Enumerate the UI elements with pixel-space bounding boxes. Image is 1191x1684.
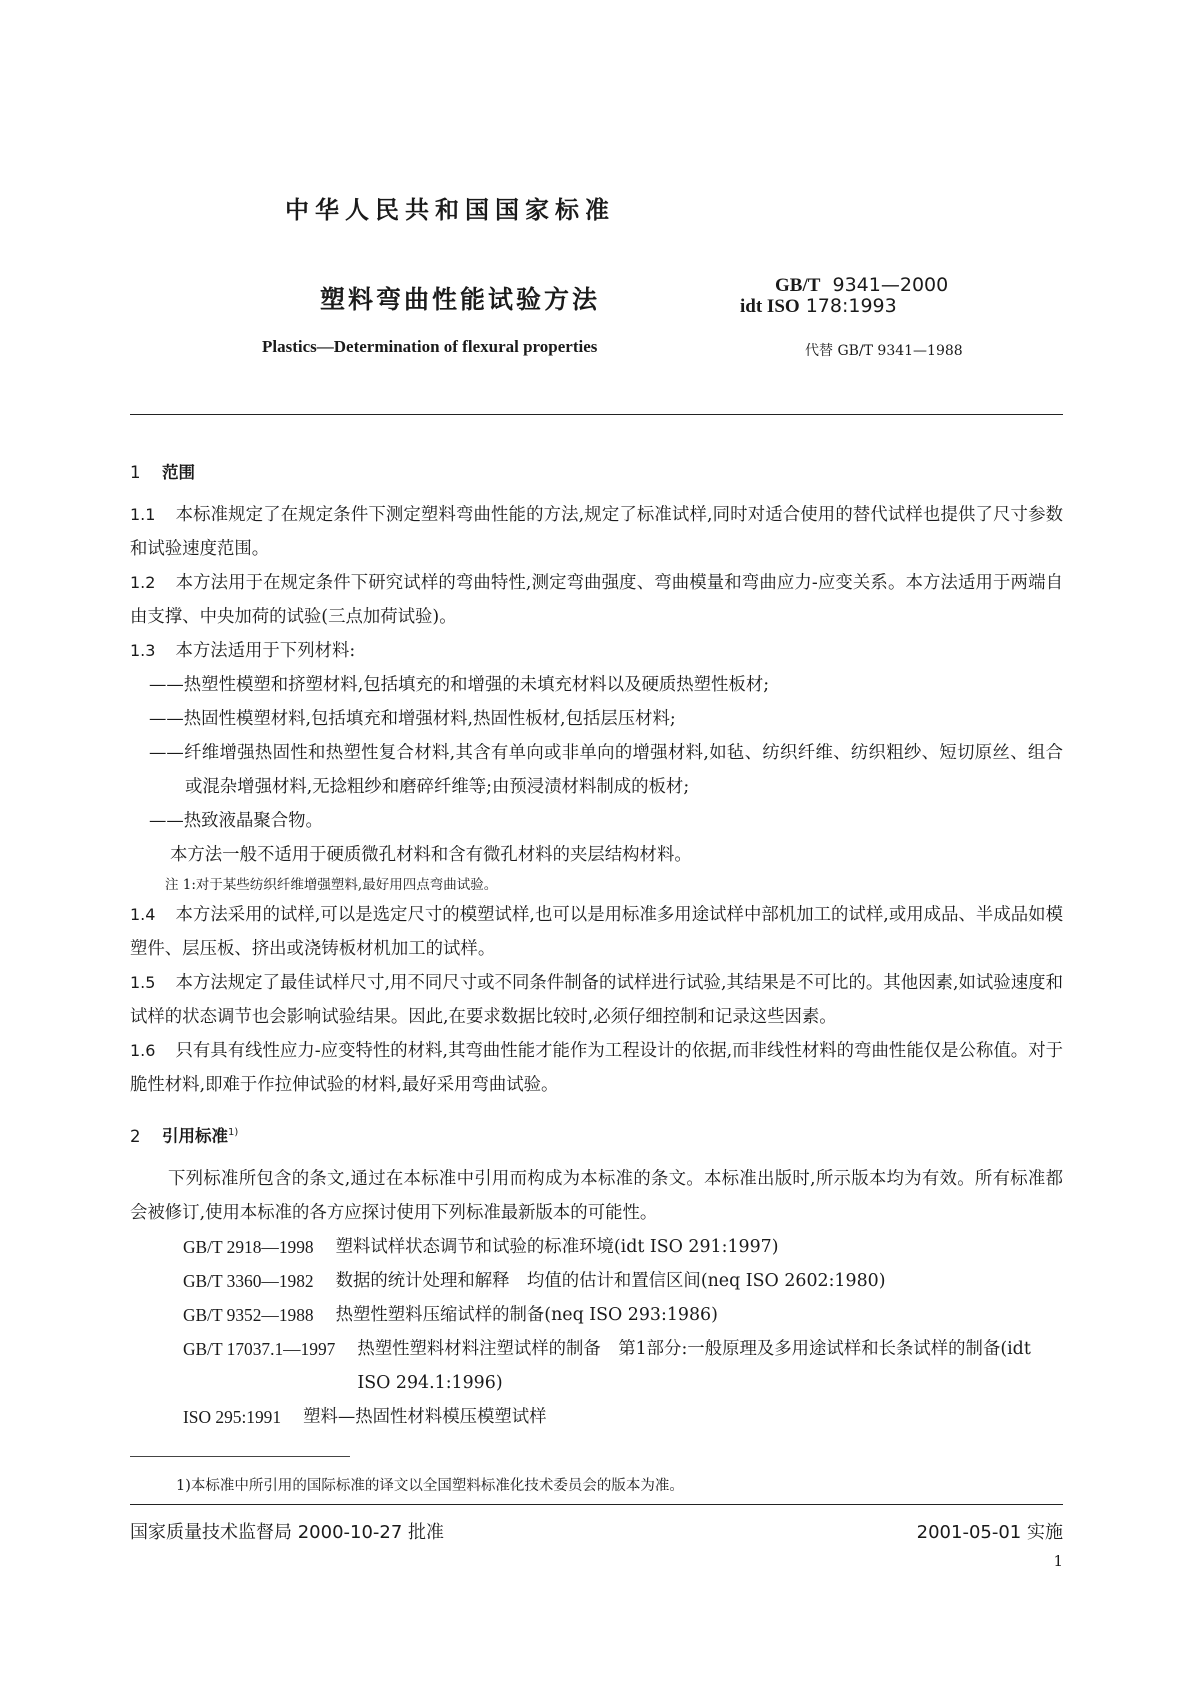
section-title: 范围 [162, 463, 195, 482]
clause-text: 本方法适用于下列材料: [175, 641, 356, 661]
clause-number: 1.5 [130, 973, 156, 992]
reference-code: ISO 295:1991 [183, 1406, 282, 1427]
clause-number: 1.4 [130, 905, 156, 924]
footnote-divider [130, 1456, 350, 1457]
reference-row [130, 1264, 1063, 1298]
idt-prefix: idt ISO [740, 296, 800, 317]
standard-title-english: Plastics—Determination of flexural properties [262, 337, 598, 356]
reference-row [130, 1298, 1063, 1332]
section-1-heading [130, 456, 1063, 490]
clause-text: 本方法规定了最佳试样尺寸,用不同尺寸或不同条件制备的试样进行试验,其结果是不可比的。其他因素,如试验速度和试样的状态调节也会影响试验结果。因此,在要求数据比较时,必须仔细控制和记录这些因素。 [130, 973, 1063, 1027]
reference-code: GB/T 2918—1998 [183, 1236, 314, 1257]
std-number: 9341—2000 [832, 274, 949, 296]
clause-1-3 [130, 634, 1063, 668]
section-number: 1 [130, 463, 141, 482]
reference-code: GB/T 17037.1—1997 [183, 1338, 336, 1359]
footnote-marker: 1) [228, 1127, 239, 1138]
list-item: ——热致液晶聚合物。 [149, 811, 323, 831]
exclusion-text: 本方法一般不适用于硬质微孔材料和含有微孔材料的夹层结构材料。 [170, 845, 692, 865]
clause-text: 本标准规定了在规定条件下测定塑料弯曲性能的方法,规定了标准试样,同时对适合使用的替代试样也提供了尺寸参数和试验速度范围。 [130, 505, 1063, 559]
section-number: 2 [130, 1126, 141, 1146]
reference-row [130, 1230, 1063, 1264]
header-divider [130, 414, 1063, 415]
clause-number: 1.1 [130, 505, 156, 524]
effective-date: 2001-05-01 实施 [916, 1522, 1063, 1543]
clause-1-1 [130, 498, 1063, 566]
clause-1-6 [130, 1034, 1063, 1102]
standard-title-chinese: 塑料弯曲性能试验方法 [320, 285, 601, 314]
note-1: 注 1:对于某些纺织纤维增强塑料,最好用四点弯曲试验。 [165, 877, 498, 893]
reference-code: GB/T 3360—1982 [183, 1270, 314, 1291]
reference-title: 热塑性塑料压缩试样的制备(neq ISO 293:1986) [335, 1304, 718, 1325]
reference-title: 数据的统计处理和解释 均值的估计和置信区间(neq ISO 2602:1980) [335, 1270, 886, 1291]
clause-1-4 [130, 898, 1063, 966]
list-item: ——纤维增强热固性和热塑性复合材料,其含有单向或非单向的增强材料,如毡、纺织纤维、纺织粗纱、短切原丝、组合或混杂增强材料,无捻粗纱和磨碎纤维等;由预浸渍材料制成的板材; [149, 743, 1063, 797]
clause-number: 1.6 [130, 1041, 156, 1060]
reference-title: 热塑性塑料材料注塑试样的制备 第1部分:一般原理及多用途试样和长条试样的制备(idt ISO 294.1:1996) [357, 1338, 1031, 1393]
reference-code: GB/T 9352—1988 [183, 1304, 314, 1325]
document-body [130, 452, 1063, 1434]
list-item: ——热塑性模塑和挤塑材料,包括填充的和增强的未填充材料以及硬质热塑性板材; [149, 675, 770, 695]
footnote: 1)本标准中所引用的国际标准的译文以全国塑料标准化技术委员会的版本为准。 [176, 1478, 684, 1494]
section-2-heading [130, 1116, 1063, 1154]
list-item: ——热固性模塑材料,包括填充和增强材料,热固性板材,包括层压材料; [149, 709, 676, 729]
reference-title: 塑料试样状态调节和试验的标准环境(idt ISO 291:1997) [335, 1236, 779, 1257]
standard-number-block [740, 274, 949, 317]
national-standard-title: 中华人民共和国国家标准 [285, 196, 615, 224]
clause-text: 只有具有线性应力-应变特性的材料,其弯曲性能才能作为工程设计的依据,而非线性材料的弯曲性能仅是公称值。对于脆性材料,即难于作拉伸试验的材料,最好采用弯曲试验。 [130, 1041, 1063, 1095]
clause-number: 1.2 [130, 573, 156, 592]
clause-text: 本方法采用的试样,可以是选定尺寸的模塑试样,也可以是用标准多用途试样中部机加工的试样,或用成品、半成品如模塑件、层压板、挤出或浇铸板材机加工的试样。 [130, 905, 1063, 959]
reference-row [130, 1400, 1063, 1434]
reference-row [130, 1332, 1063, 1400]
approval-line: 国家质量技术监督局 2000-10-27 批准 [130, 1522, 445, 1543]
std-prefix: GB/T [775, 275, 821, 296]
replaces-standard: 代替 GB/T 9341—1988 [805, 343, 963, 359]
clause-1-5 [130, 966, 1063, 1034]
footer-divider [130, 1504, 1063, 1505]
reference-title: 塑料—热固性材料模压模塑试样 [303, 1406, 547, 1427]
section-title: 引用标准 [162, 1126, 228, 1146]
idt-number: 178:1993 [805, 295, 897, 317]
section-2-intro: 下列标准所包含的条文,通过在本标准中引用而构成为本标准的条文。本标准出版时,所示版本均为有效。所有标准都会被修订,使用本标准的各方应探讨使用下列标准最新版本的可能性。 [130, 1168, 1063, 1223]
clause-1-2 [130, 566, 1063, 634]
clause-text: 本方法用于在规定条件下研究试样的弯曲特性,测定弯曲强度、弯曲模量和弯曲应力-应变关系。本方法适用于两端自由支撑、中央加荷的试验(三点加荷试验)。 [130, 573, 1063, 627]
clause-number: 1.3 [130, 641, 156, 660]
page-number: 1 [1053, 1552, 1063, 1570]
